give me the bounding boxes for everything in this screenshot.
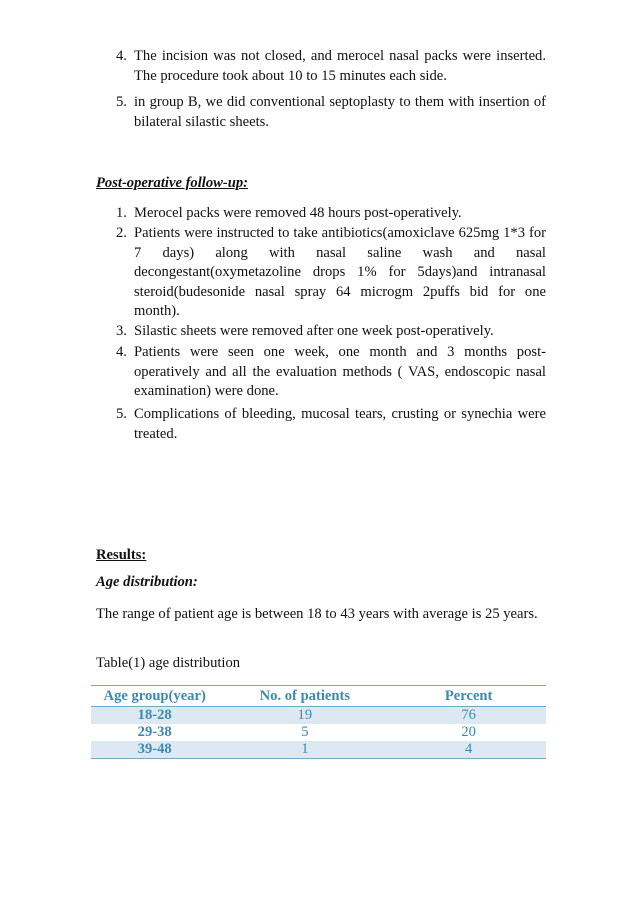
table-cell: 19 <box>297 707 313 723</box>
list-number: 4. <box>116 344 127 360</box>
list-number: 2. <box>116 225 127 241</box>
table-row <box>91 707 546 725</box>
table-header-row <box>91 686 546 707</box>
list-text: Patients were seen one week, one month and 3 months post-operatively and all the evaluation methods ( VAS, endoscopic nasal examination) were done. <box>134 344 546 399</box>
list-text: Silastic sheets were removed after one week post-operatively. <box>134 323 494 339</box>
column-header: No. of patients <box>259 688 351 704</box>
list-item <box>116 343 546 402</box>
list-number: 1. <box>116 205 127 221</box>
list-text: Merocel packs were removed 48 hours post-operatively. <box>134 205 462 221</box>
list-item <box>116 47 546 86</box>
age-range-paragraph: The range of patient age is between 18 to 43 years with average is 25 years. <box>96 606 538 622</box>
list-item <box>116 322 546 342</box>
list-text: Patients were instructed to take antibiotics(amoxiclave 625mg 1*3 for 7 days) along with nasal saline wash and nasal decongestant(oxymetazoline drops 1% for 5days)and intranasal steroid(budesonide nasal spray 64 microgm 2puffs bid for one month). <box>134 225 546 319</box>
table-row <box>91 741 546 759</box>
table-cell: 39-48 <box>137 741 172 757</box>
column-header: Age group(year) <box>103 688 206 704</box>
list-item <box>116 204 546 224</box>
list-text: The incision was not closed, and merocel nasal packs were inserted. The procedure took about 10 to 15 minutes each side. <box>134 48 546 84</box>
list-item <box>116 405 546 444</box>
table-cell: 4 <box>464 741 473 757</box>
table-cell: 18-28 <box>137 707 172 723</box>
column-header: Percent <box>444 688 493 704</box>
table-cell: 76 <box>461 707 476 723</box>
table-cell: 20 <box>461 724 476 740</box>
table-cell: 5 <box>301 724 309 740</box>
list-number: 5. <box>116 94 127 110</box>
table-cell: 29-38 <box>137 724 172 740</box>
age-distribution-heading: Age distribution: <box>96 574 198 590</box>
list-text: in group B, we did conventional septoplasty to them with insertion of bilateral silastic sheets. <box>134 94 546 130</box>
table-row <box>91 724 546 741</box>
list-number: 4. <box>116 48 127 64</box>
table-caption: Table(1) age distribution <box>96 655 241 671</box>
list-text: Complications of bleeding, mucosal tears, crusting or synechia were treated. <box>134 406 546 442</box>
followup-heading: Post-operative follow-up: <box>96 175 248 191</box>
list-number: 3. <box>116 323 127 339</box>
age-distribution-table <box>91 685 546 759</box>
list-item <box>116 93 546 132</box>
list-number: 5. <box>116 406 127 422</box>
table-cell: 1 <box>301 741 309 757</box>
results-heading: Results: <box>96 547 147 563</box>
list-item <box>116 224 546 322</box>
